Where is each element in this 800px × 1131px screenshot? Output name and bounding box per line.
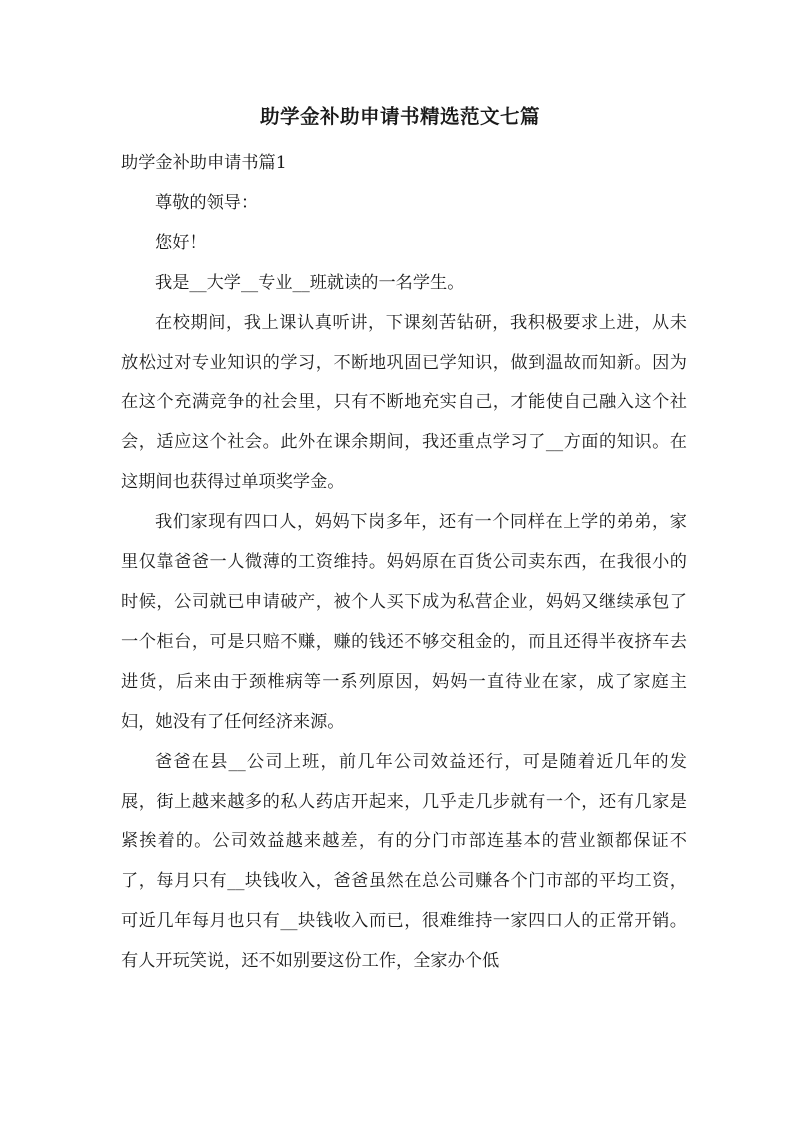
- document-title: 助学金补助申请书精选范文七篇: [259, 105, 540, 128]
- paragraph-family: 我们家现有四口人，妈妈下岗多年，还有一个同样在上学的弟弟，家里仅靠爸爸一人微薄的工资维持。妈妈原在百货公司卖东西，在我很小的时候，公司就已申请破产，被个人买下成为私营企业，妈妈又继续承包了一个柜台，可是只赔不赚，赚的钱还不够交租金的，而且还得半夜挤车去进货，后来由于颈椎病等一系列原因，妈妈一直待业在家，成了家庭主妇，她没有了任何经济来源。: [121, 512, 687, 732]
- paragraph-intro: 我是__大学__专业__班就读的一名学生。: [155, 272, 465, 293]
- paragraph-study: 在校期间，我上课认真听讲，下课刻苦钻研，我积极要求上进，从未放松过对专业知识的学习，不断地巩固已学知识，做到温故而知新。因为在这个充满竞争的社会里，只有不断地充实自己，才能使自己融入这个社会，适应这个社会。此外在课余期间，我还重点学习了__方面的知识。在这期间也获得过单项奖学金。: [121, 312, 687, 493]
- salutation: 尊敬的领导：: [155, 192, 259, 213]
- document-body: [121, 144, 687, 982]
- greeting: 您好！: [155, 232, 207, 253]
- paragraph-father: 爸爸在县__公司上班，前几年公司效益还行，可是随着近几年的发展，街上越来越多的私人药店开起来，几乎走几步就有一个，还有几家是紧挨着的。公司效益越来越差，有的分门市部连基本的营业额都保证不了，每月只有__块钱收入，爸爸虽然在总公司赚各个门市部的平均工资，可近几年每月也只有__块钱收入而已，很难维持一家四口人的正常开销。有人开玩笑说，还不如别要这份工作，全家办个低: [121, 751, 687, 972]
- section-heading: 助学金补助申请书篇1: [121, 153, 287, 173]
